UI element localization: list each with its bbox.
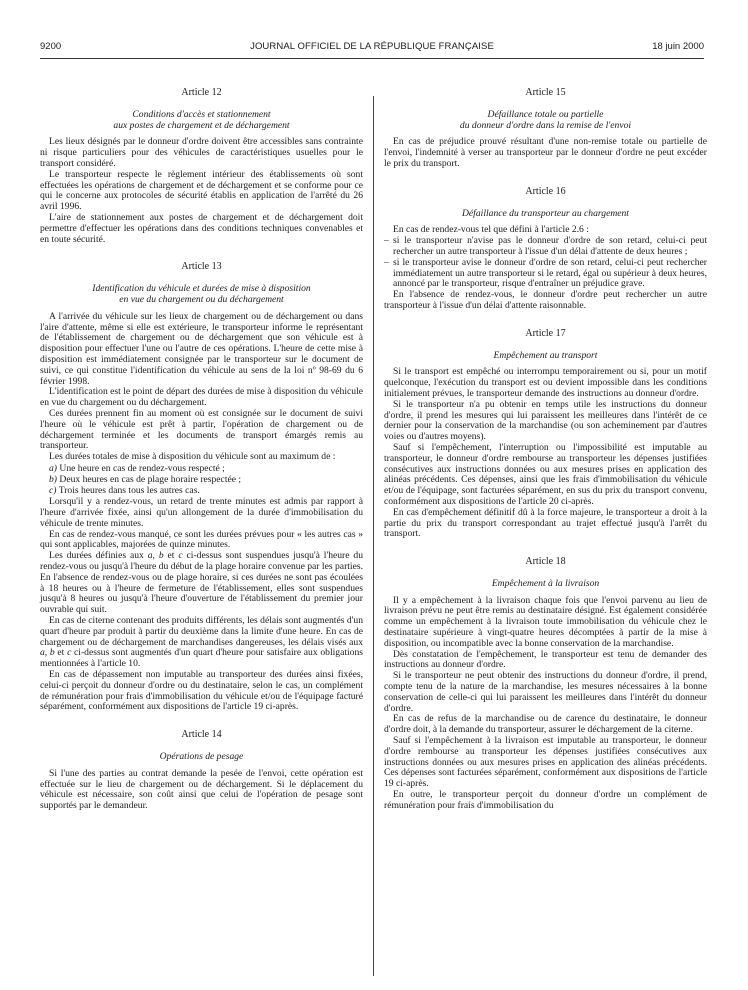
paragraph: En cas de dépassement non imputable au transporteur des durées ainsi fixées, celui-ci perçoit du donneur d'ordre ou du destinataire, selon le cas, un complément de rémunération pour frais d'immobilisation du véhicule et/ou de l'équipage facturé séparément, conformément aux dispositions de l'article 19 ci-après. — [40, 669, 363, 713]
article-title: Article 13 — [181, 261, 222, 273]
column-divider — [373, 96, 374, 976]
dash-list — [384, 236, 707, 290]
subtitle-line: du donneur d'ordre dans la remise de l'envoi — [459, 119, 632, 131]
header-rule — [40, 58, 704, 59]
right-column — [384, 88, 707, 812]
paragraph: Lorsqu'il y a rendez-vous, un retard de trente minutes est admis par rapport à l'heure d'arrivée fixée, ainsi qu'un allongement de la durée d'immobilisation du véhicule de trente minutes. — [40, 496, 363, 529]
paragraph: L'aire de stationnement aux postes de chargement et de déchargement doit permettre d'effectuer les opérations dans des conditions techniques convenables et en toute sécurité. — [40, 211, 363, 245]
paragraph: En cas de rendez-vous manqué, ce sont les durées prévues pour « les autres cas » qui sont applicables, majorées de quinze minutes. — [40, 528, 363, 551]
list-item: c) Trois heures dans tous les autres cas. — [49, 484, 200, 496]
article-title: Article 16 — [525, 185, 566, 197]
paragraph: En l'absence de rendez-vous, le donneur d'ordre peut rechercher un autre transporteur à l'issue d'un délai d'attente raisonnable. — [384, 289, 707, 311]
subtitle-line: Défaillance totale ou partielle — [487, 108, 604, 120]
article-subtitle — [384, 110, 707, 132]
paragraph: Dès constatation de l'empêchement, le transporteur est tenu de demander des instructions au donneur d'ordre. — [384, 648, 707, 671]
paragraph: En cas d'empêchement définitif dû à la force majeure, le transporteur a droit à la partie du prix du transport correspondant au trajet effectué jusqu'à l'arrêt du transport. — [384, 506, 707, 540]
paragraph: Les lieux désignés par le donneur d'ordre doivent être accessibles sans contrainte ni risque particuliers pour des véhicules de caractéristiques usuelles pour le transport considéré. — [40, 136, 363, 169]
list-item: – si le transporteur n'avise pas le donneur d'ordre de son retard, celui-ci peut rechercher un autre transporteur à l'issue d'un délai d'attente de deux heures ; — [384, 235, 707, 257]
article-subtitle: Défaillance du transporteur au chargement — [462, 207, 629, 219]
article-subtitle — [40, 110, 363, 132]
article-subtitle: Empêchement à la livraison — [491, 577, 600, 589]
article-subtitle: Empêchement au transport — [493, 349, 598, 361]
article-subtitle — [40, 284, 363, 306]
journal-title: JOURNAL OFFICIEL DE LA RÉPUBLIQUE FRANÇAISE — [250, 41, 494, 52]
page-header — [40, 41, 704, 55]
article-13 — [40, 262, 363, 713]
page-number: 9200 — [40, 41, 62, 52]
article-title: Article 17 — [525, 327, 566, 339]
left-column — [40, 88, 363, 812]
paragraph: En cas de préjudice prouvé résultant d'une non-remise totale ou partielle de l'envoi, l'indemnité à verser au transporteur par le donneur d'ordre ne peut excéder le prix du transport. — [384, 136, 707, 169]
paragraph: L'identification est le point de départ des durées de mise à disposition du véhicule en vue du chargement ou du déchargement. — [40, 386, 363, 409]
paragraph: Il y a empêchement à la livraison chaque fois que l'envoi parvenu au lieu de livraison prévu ne peut être remis au destinataire désigné. Est également considérée comme un empêchement à la livraison toute immobilisation du véhicule chez le destinataire supérieure à vingt-quatre heures décomptées à partir de la mise à disposition, ou incompatible avec la bonne conservation de la marchandise. — [384, 594, 707, 649]
subtitle-line: en vue du chargement ou du déchargement — [119, 293, 284, 305]
article-18 — [384, 557, 707, 812]
paragraph: Ces durées prennent fin au moment où est consignée sur le document de suivi l'heure où le véhicule est prêt à partir, l'opération de chargement ou de déchargement terminée et les documents de transport émargés remis au transporteur. — [40, 407, 363, 452]
paragraph: En outre, le transporteur perçoit du donneur d'ordre un complément de rémunération pour frais d'immobilisation du — [384, 789, 707, 811]
paragraph: Sauf si l'empêchement à la livraison est imputable au transporteur, le donneur d'ordre rembourse au transporteur les dépenses justifiées consécutives aux instructions données ou aux mesures prises en application des alinéas précédents. Ces dépenses sont facturées séparément, conformément aux dispositions de l'article 19 ci-après. — [384, 735, 707, 790]
article-title: Article 18 — [525, 556, 566, 568]
paragraph: Si le transporteur ne peut obtenir des instructions du donneur d'ordre, il prend, compte tenu de la nature de la marchandise, les mesures nécessaires à la bonne conservation de celle-ci qui lui paraissent les meilleures dans l'intérêt du donneur d'ordre. — [384, 670, 707, 714]
article-subtitle: Opérations de pesage — [159, 751, 244, 763]
paragraph: En cas de citerne contenant des produits différents, les délais sont augmentés d'un quart d'heure par produit à partir du deuxième dans la limite d'une heure. En cas de chargement ou de déchargement de marchandises dangereuses, les délais visés aux a, b et c ci-dessus sont augmentés d'un quart d'heure pour satisfaire aux obligations mentionnées à l'article 10. — [40, 615, 363, 670]
article-12 — [40, 88, 363, 245]
article-14 — [40, 730, 363, 812]
paragraph: Les durées définies aux a, b et c ci-dessus sont suspendues jusqu'à l'heure du rendez-vous ou jusqu'à l'heure du début de la plage horaire convenue par les parties. En l'absence de rendez-vous ou de plage horaire, si ces durées ne sont pas écoulées à 18 heures ou à l'heure de fermeture de l'établissement, elles sont suspendues jusqu'à 8 heures ou jusqu'à l'heure d'ouverture de l'établissement du premier jour ouvrable qui suit. — [40, 550, 363, 616]
duration-list — [40, 464, 363, 496]
subtitle-line: Identification du véhicule et durées de mise à disposition — [92, 283, 311, 295]
article-17 — [384, 329, 707, 540]
article-title: Article 12 — [181, 87, 222, 98]
paragraph: Les durées totales de mise à disposition du véhicule sont au maximum de : — [49, 451, 336, 463]
publication-date: 18 juin 2000 — [652, 41, 704, 52]
list-item: a) Une heure en cas de rendez-vous respecté ; — [49, 462, 225, 474]
article-title: Article 14 — [181, 729, 222, 741]
paragraph: En cas de refus de la marchandise ou de carence du destinataire, le donneur d'ordre doit, à la demande du transporteur, assurer le déchargement de la citerne. — [384, 713, 707, 736]
paragraph: A l'arrivée du véhicule sur les lieux de chargement ou de déchargement ou dans l'aire d'attente, même si elle est extérieure, le transporteur informe le représentant de l'établissement de chargement ou de déchargement que son véhicule est à disposition pour effectuer l'une ou l'autre de ces opérations. L'heure de cette mise à disposition est immédiatement consignée par le transporteur sur le document de suivi, ce qui constitue l'identification du véhicule au sens de la loi nº 98-69 du 6 février 1998. — [40, 310, 363, 387]
paragraph: Si le transport est empêché ou interrompu temporairement ou si, pour un motif quelconque, l'exécution du transport est ou devient impossible dans les conditions initialement prévues, le transporteur demande des instructions au donneur d'ordre. — [384, 366, 707, 399]
paragraph: Si l'une des parties au contrat demande la pesée de l'envoi, cette opération est effectuée sur le lieu de chargement ou de déchargement. Si le déplacement du véhicule est nécessaire, son coût ainsi que celui de l'opération de pesage sont supportés par le demandeur. — [40, 767, 363, 812]
article-16 — [384, 187, 707, 312]
paragraph: Si le transporteur n'a pu obtenir en temps utile les instructions du donneur d'ordre, il prend les mesures qui lui paraissent les meilleures dans l'intérêt de ce dernier pour la conservation de la marchandise (ou son acheminement par d'autres voies ou d'autres moyens). — [384, 398, 707, 443]
paragraph: Sauf si l'empêchement, l'interruption ou l'impossibilité est imputable au transporteur, le donneur d'ordre rembourse au transporteur les dépenses justifiées consécutives aux instructions données ou aux mesures prises en application des alinéas précédents. Ces dépenses, ainsi que les frais d'immobilisation du véhicule et/ou de l'équipage, sont facturées séparément, en sus du prix du transport convenu, conformément aux dispositions de l'article 20 ci-après. — [384, 441, 707, 507]
paragraph: En cas de rendez-vous tel que défini à l'article 2.6 : — [393, 224, 589, 236]
paragraph: Le transporteur respecte le règlement intérieur des établissements où sont effectuées les opérations de chargement et de déchargement et se conforme pour ce qui le concerne aux protocoles de sécurité établis en application de l'arrêté du 26 avril 1996. — [40, 168, 363, 213]
subtitle-line: Conditions d'accès et stationnement — [132, 108, 271, 120]
list-item: b) Deux heures en cas de plage horaire respectée ; — [49, 473, 242, 485]
list-item: – si le transporteur avise le donneur d'ordre de son retard, celui-ci peut rechercher immédiatement un autre transporteur si le retard, égal ou supérieur à deux heures, annoncé par le transporteur, risque d'entraîner un préjudice grave. — [384, 256, 707, 290]
article-15 — [384, 88, 707, 170]
article-title: Article 15 — [525, 87, 566, 98]
subtitle-line: aux postes de chargement et de déchargement — [113, 119, 290, 131]
